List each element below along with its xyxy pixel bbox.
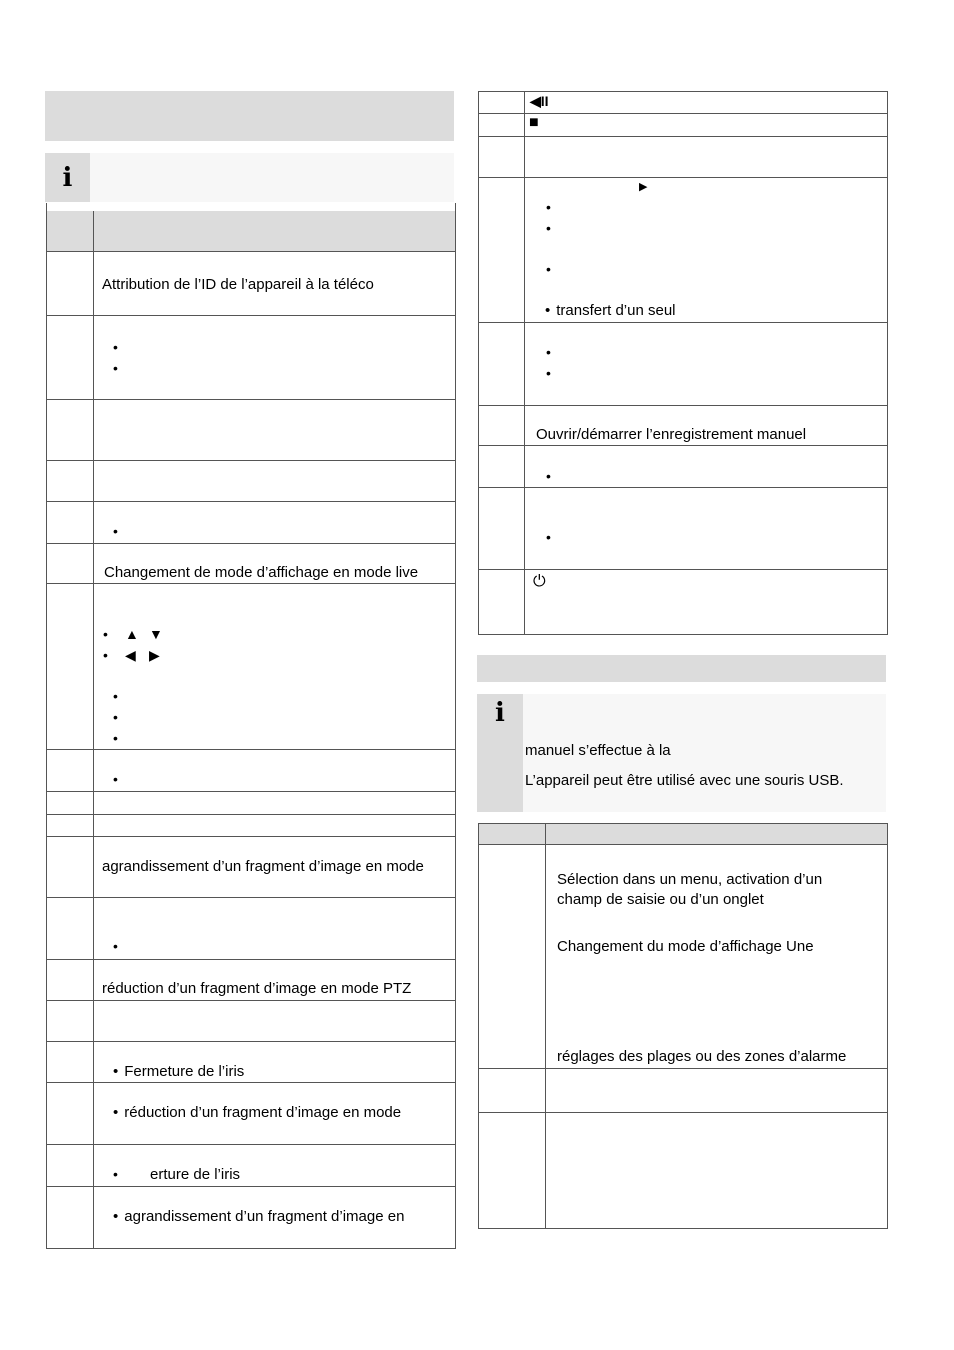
row-divider xyxy=(46,1186,456,1187)
mouse-table-col-divider xyxy=(545,823,546,1228)
info-icon-glyph: i xyxy=(495,698,505,728)
bullet: • xyxy=(113,709,118,725)
row-divider xyxy=(478,136,888,137)
alarm-zones-text: réglages des plages ou des zones d’alarme xyxy=(557,1048,847,1065)
row-divider xyxy=(46,1000,456,1001)
bullet: • xyxy=(113,730,118,746)
display-mode-live-text: Changement de mode d’affichage en mode live xyxy=(104,564,419,581)
row-divider xyxy=(478,569,888,570)
row-divider xyxy=(46,836,456,837)
bullet: • xyxy=(113,1166,118,1182)
row-divider xyxy=(46,399,456,400)
row-divider xyxy=(478,445,888,446)
row-divider xyxy=(478,844,888,845)
row-divider xyxy=(478,405,888,406)
arrow-up-icon: ▲ xyxy=(125,626,139,642)
row-divider xyxy=(46,543,456,544)
left-table-border-left xyxy=(46,203,47,1249)
zoom-in-fragment-text: • agrandissement d’un fragment d’image en xyxy=(113,1208,404,1226)
bullet: • xyxy=(546,220,551,236)
row-divider xyxy=(46,583,456,584)
iris-close-text: • Fermeture de l’iris xyxy=(113,1063,244,1081)
id-attribution-text: Attribution de l’ID de l’appareil à la téléco xyxy=(102,276,374,293)
info-icon xyxy=(477,694,523,812)
zoom-in-ptz-text: agrandissement d’un fragment d’image en mode xyxy=(102,858,424,875)
info-icon xyxy=(45,153,90,202)
arrow-right-icon: ▶ xyxy=(149,647,160,663)
info-icon-glyph: i xyxy=(62,162,73,193)
stop-icon: ■ xyxy=(529,114,539,131)
frame-back-pause-icon: ◀II xyxy=(530,93,549,109)
row-divider xyxy=(46,315,456,316)
arrow-left-icon: ◀ xyxy=(125,647,136,663)
left-info-note xyxy=(45,153,454,202)
bullet: • xyxy=(546,261,551,277)
row-divider xyxy=(46,959,456,960)
bullet: • xyxy=(113,360,118,376)
single-transfer-text: • transfert d’un seul xyxy=(545,302,676,320)
arrow-down-icon: ▼ xyxy=(149,626,163,642)
note-line-1: manuel s’effectue à la xyxy=(525,742,671,759)
row-divider xyxy=(46,897,456,898)
right-table-col-divider xyxy=(524,91,525,634)
bullet: • xyxy=(546,529,551,545)
row-divider xyxy=(478,177,888,178)
bullet: • xyxy=(103,626,108,642)
bullet: • xyxy=(546,365,551,381)
row-divider xyxy=(46,749,456,750)
row-divider xyxy=(46,460,456,461)
row-divider xyxy=(478,487,888,488)
bullet: • xyxy=(113,339,118,355)
left-table-col-divider xyxy=(93,211,94,1249)
row-divider xyxy=(46,1248,456,1249)
zoom-out-ptz-text: réduction d’un fragment d’image en mode PTZ xyxy=(102,980,412,997)
row-divider xyxy=(478,113,888,114)
bullet: • xyxy=(546,344,551,360)
menu-select-line-2: champ de saisie ou d’un onglet xyxy=(557,891,764,908)
bullet: • xyxy=(113,938,118,954)
bullet: • xyxy=(113,688,118,704)
note-line-2: L’appareil peut être utilisé avec une souris USB. xyxy=(525,772,844,789)
row-divider xyxy=(46,501,456,502)
menu-select-line-1: Sélection dans un menu, activation d’un xyxy=(557,871,823,888)
row-divider xyxy=(478,1112,888,1113)
row-divider xyxy=(46,251,456,252)
row-divider xyxy=(478,322,888,323)
zoom-out-fragment-text: • réduction d’un fragment d’image en mode xyxy=(113,1104,401,1122)
iris-open-text: erture de l’iris xyxy=(150,1166,241,1183)
left-table-header xyxy=(46,211,455,251)
row-divider xyxy=(46,1144,456,1145)
left-section-header xyxy=(45,91,454,141)
manual-recording-text: Ouvrir/démarrer l’enregistrement manuel xyxy=(536,426,807,443)
power-icon: ⏻ xyxy=(533,571,546,590)
right-section-header xyxy=(477,655,886,682)
bullet: • xyxy=(546,199,551,215)
play-icon: ▶ xyxy=(639,181,648,193)
row-divider xyxy=(46,1041,456,1042)
bullet: • xyxy=(103,647,108,663)
display-change-text: Changement du mode d’affichage Une xyxy=(557,938,814,955)
right-table xyxy=(478,91,888,635)
bullet: • xyxy=(113,771,118,787)
mouse-table-header xyxy=(479,824,887,844)
bullet: • xyxy=(113,523,118,539)
left-table-border-right xyxy=(455,203,456,1249)
row-divider xyxy=(46,1082,456,1083)
row-divider xyxy=(46,791,456,792)
row-divider xyxy=(46,814,456,815)
bullet: • xyxy=(546,468,551,484)
row-divider xyxy=(478,1068,888,1069)
